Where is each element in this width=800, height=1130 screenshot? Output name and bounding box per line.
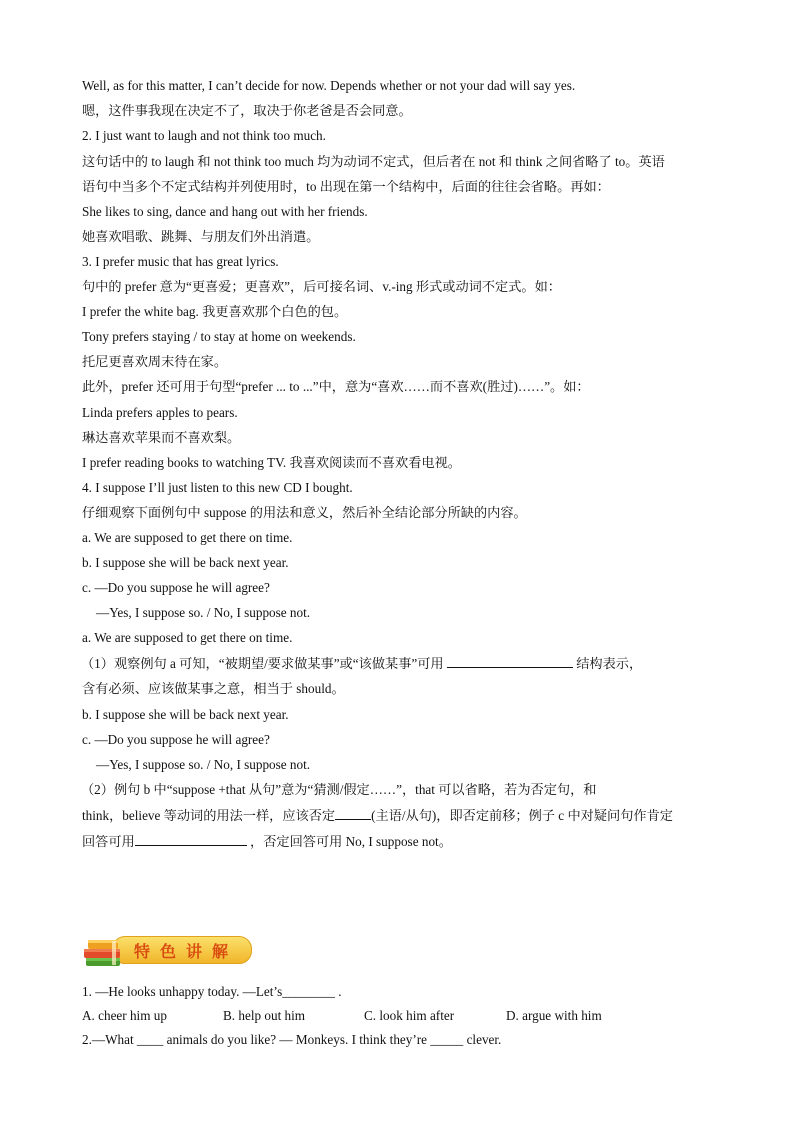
text-line: b. I suppose she will be back next year. — [82, 555, 289, 570]
text-line: 2. I just want to laugh and not think too much. — [82, 128, 326, 143]
text-line: —Yes, I suppose so. / No, I suppose not. — [96, 757, 311, 772]
text-line: c. —Do you suppose he will agree? — [82, 732, 270, 747]
section-title: 特色讲解 — [134, 942, 239, 961]
text-line: Linda prefers apples to pears. — [82, 405, 238, 420]
text-line: b. I suppose she will be back next year. — [82, 707, 289, 722]
text-line: 托尼更喜欢周末待在家。 — [82, 354, 228, 369]
text-line: 琳达喜欢苹果而不喜欢梨。 — [82, 430, 241, 445]
text-segment: （1）观察例句 a 可知，“被期望/要求做某事”或“该做某事”可用 — [81, 656, 447, 671]
answer-blank[interactable] — [447, 654, 573, 668]
text-line: —Yes, I suppose so. / No, I suppose not. — [96, 605, 311, 620]
text-line-with-blank — [82, 806, 673, 826]
text-line: 这句话中的 to laugh 和 not think too much 均为动词不定式，但后者在 not 和 think 之间省略了 to。英语 — [82, 154, 665, 169]
answer-blank[interactable] — [135, 832, 247, 846]
option-b[interactable]: B. help out him — [223, 1008, 306, 1023]
answer-blank[interactable] — [335, 806, 371, 820]
text-line: 句中的 prefer 意为“更喜爱；更喜欢”，后可接名词、v.-ing 形式或动词不定式。如： — [82, 279, 561, 294]
text-line: 含有必须、应该做某事之意，相当于 should。 — [82, 681, 345, 696]
text-line: 语句中当多个不定式结构并列使用时，to 出现在第一个结构中，后面的往往会省略。再如： — [82, 179, 610, 194]
text-line: Well, as for this matter, I can’t decide for now. Depends whether or not your dad will say yes. — [82, 78, 576, 93]
option-a[interactable]: A. cheer him up — [82, 1008, 167, 1023]
text-line: a. We are supposed to get there on time. — [82, 630, 293, 645]
option-d[interactable]: D. argue with him — [506, 1008, 602, 1023]
text-line: Tony prefers staying / to stay at home on weekends. — [82, 329, 356, 344]
question-2: 2.—What ____ animals do you like? — Monkeys. I think they’re _____ clever. — [82, 1032, 502, 1047]
text-segment: 结构表示， — [572, 656, 643, 671]
section-header — [82, 930, 252, 972]
text-line: She likes to sing, dance and hang out with her friends. — [82, 204, 368, 219]
text-line: I prefer the white bag. 我更喜欢那个白色的包。 — [82, 304, 348, 319]
text-line: 嗯，这件事我现在决定不了，取决于你老爸是否会同意。 — [82, 103, 412, 118]
text-line: 3. I prefer music that has great lyrics. — [82, 254, 279, 269]
text-line: c. —Do you suppose he will agree? — [82, 580, 270, 595]
books-icon — [82, 932, 128, 972]
text-segment: ，否定回答可用 No, I suppose not。 — [246, 834, 452, 849]
question-1: 1. —He looks unhappy today. —Let’s________ . — [82, 984, 342, 999]
text-line: （2）例句 b 中“suppose +that 从句”意为“猜测/假定……”，that 可以省略，若为否定句，和 — [81, 782, 597, 797]
text-segment: 回答可用 — [82, 834, 135, 849]
text-line: I prefer reading books to watching TV. 我喜欢阅读而不喜欢看电视。 — [82, 455, 461, 470]
text-line: 仔细观察下面例句中 suppose 的用法和意义，然后补全结论部分所缺的内容。 — [82, 505, 527, 520]
text-line: 她喜欢唱歌、跳舞、与朋友们外出消遣。 — [82, 229, 320, 244]
text-line-with-blank — [82, 832, 452, 852]
option-c[interactable]: C. look him after — [364, 1008, 455, 1023]
text-line-with-blank — [81, 654, 642, 674]
text-line: 4. I suppose I’ll just listen to this new CD I bought. — [82, 480, 353, 495]
text-line: a. We are supposed to get there on time. — [82, 530, 293, 545]
text-segment: (主语/从句)，即否定前移；例子 c 中对疑问句作肯定 — [371, 808, 673, 823]
text-line: 此外，prefer 还可用于句型“prefer ... to ...”中，意为“喜欢……而不喜欢(胜过)……”。如： — [82, 379, 590, 394]
text-segment: think，believe 等动词的用法一样，应该否定 — [82, 808, 336, 823]
